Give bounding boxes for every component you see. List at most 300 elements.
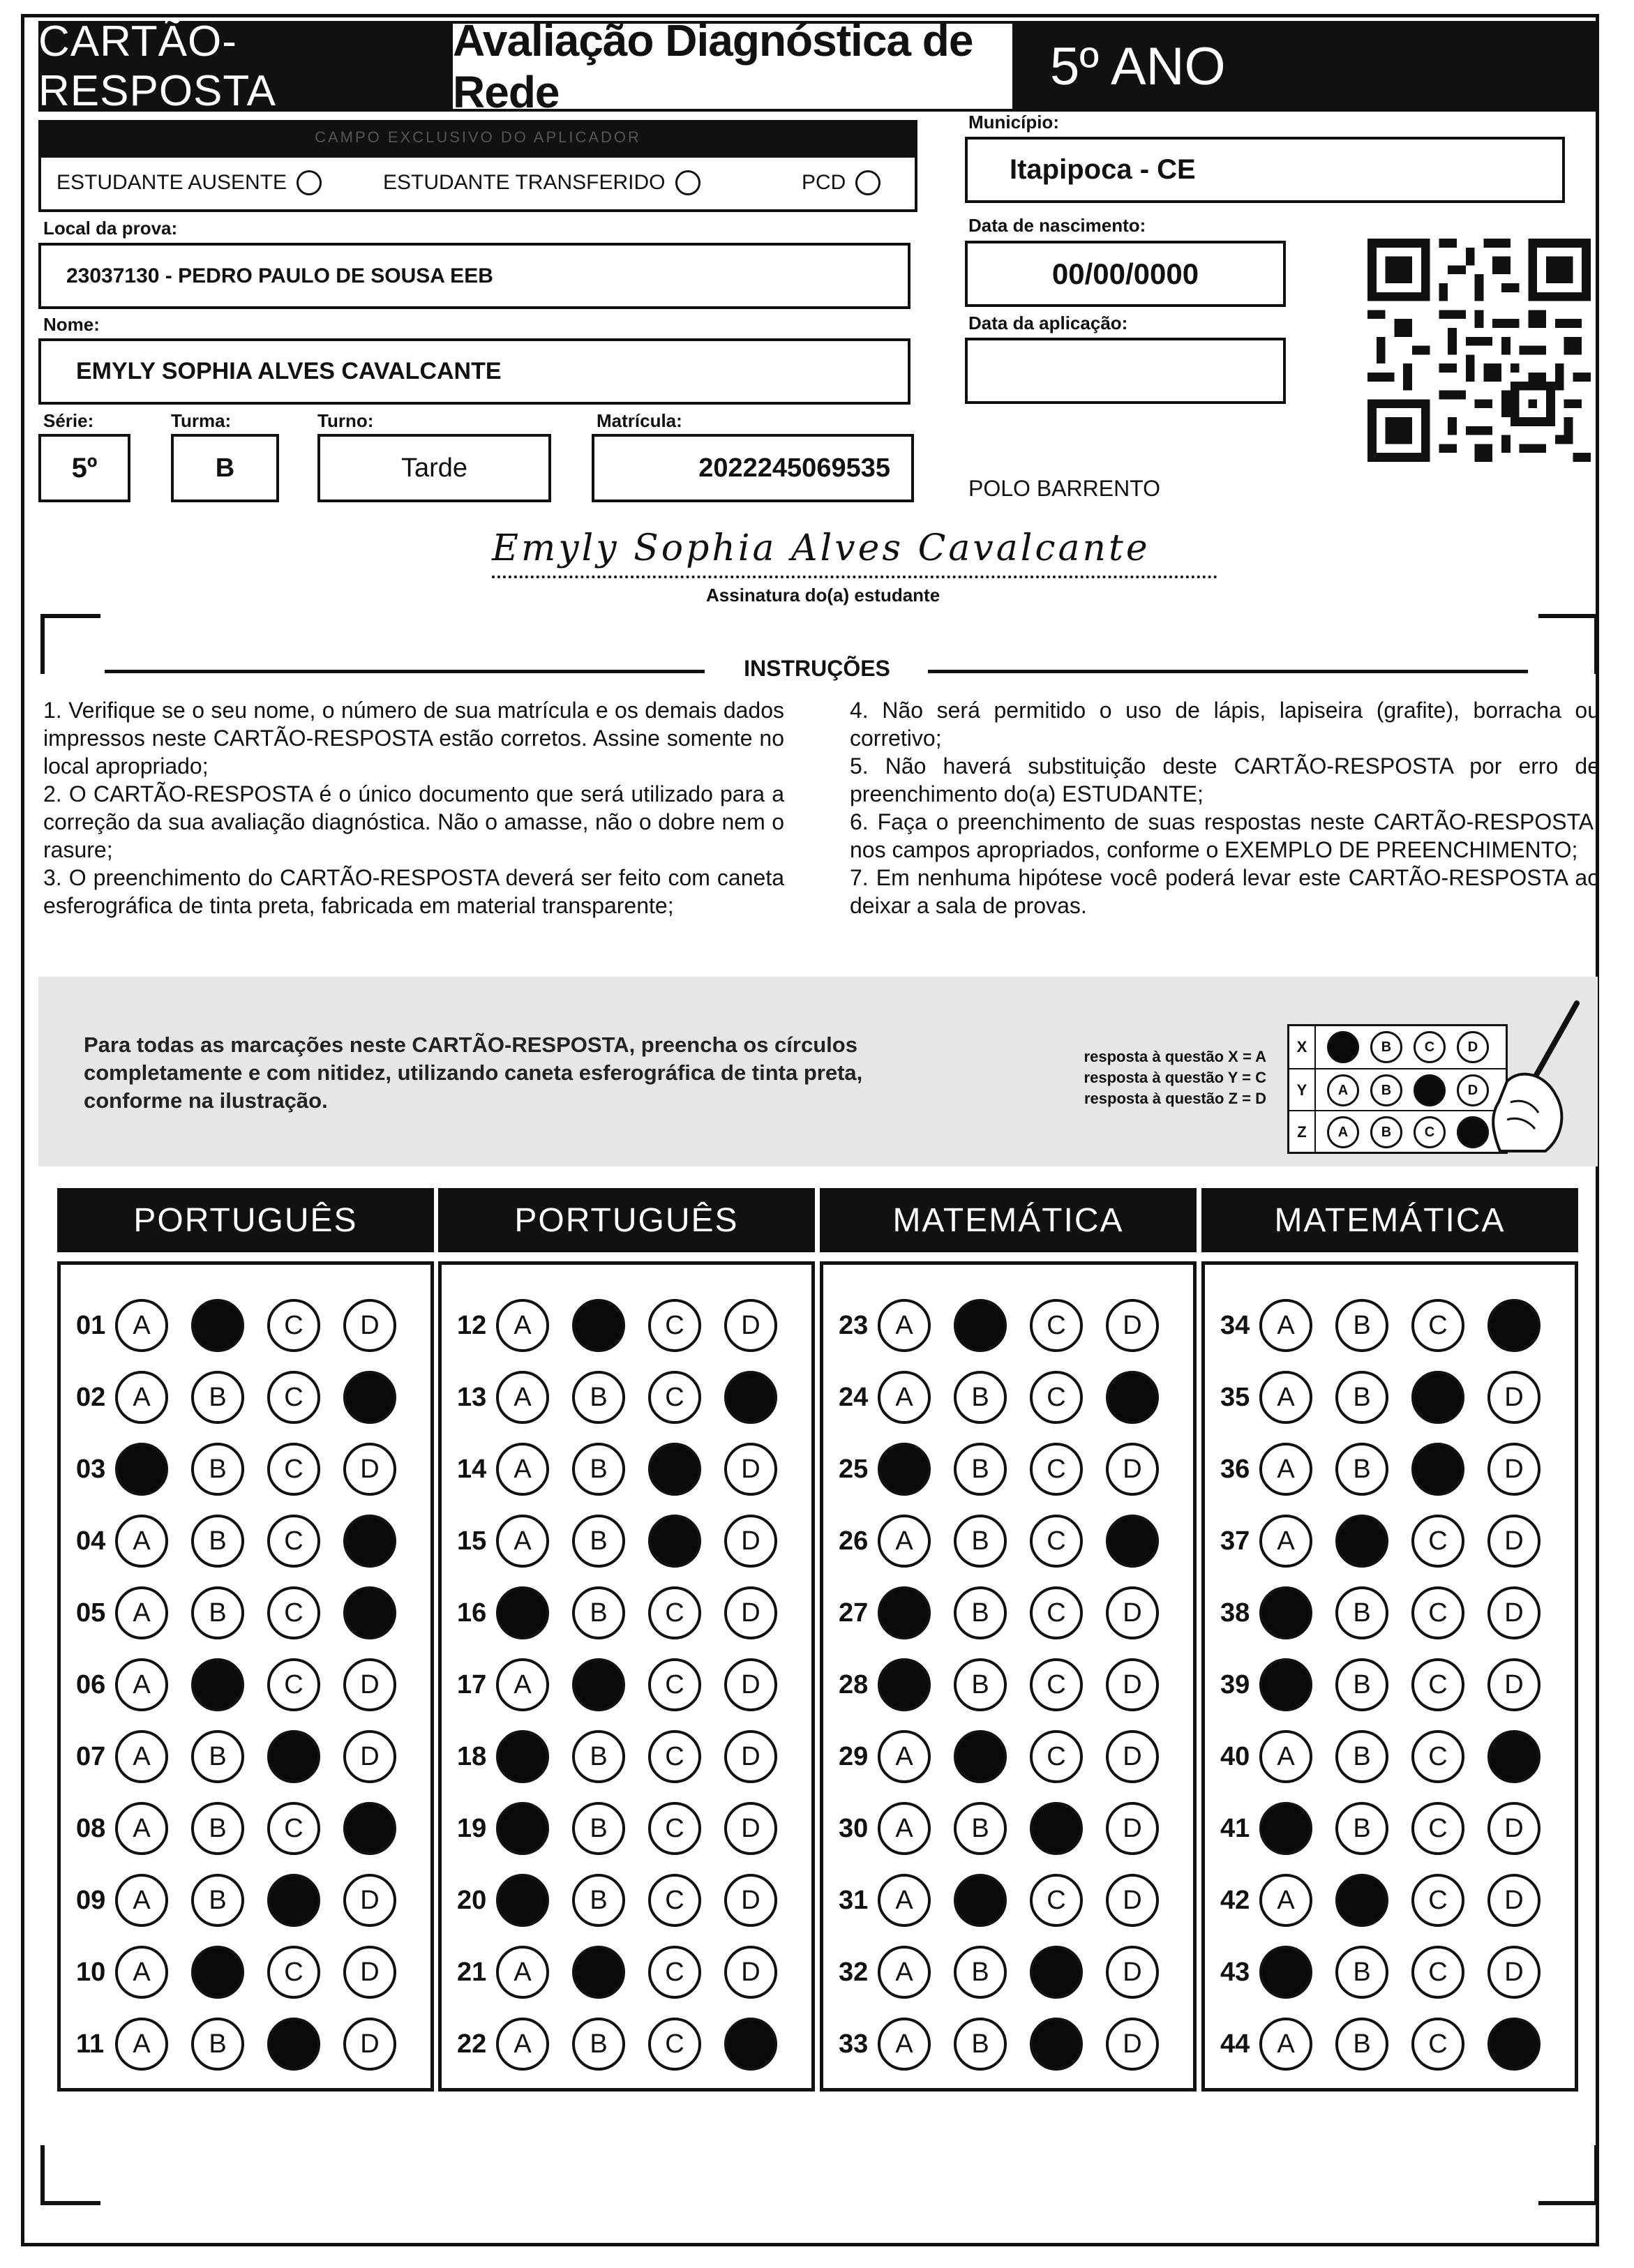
answer-bubble-b[interactable] [954, 1874, 1007, 1927]
answer-bubble-d[interactable]: D [343, 1443, 396, 1496]
answer-bubble-a[interactable]: A [115, 1515, 168, 1568]
answer-bubble-a[interactable]: A [1259, 1371, 1312, 1424]
question-number: 03 [76, 1454, 106, 1484]
answer-bubble-b[interactable] [1335, 1874, 1388, 1927]
question-row [457, 1725, 800, 1788]
answer-bubble-d[interactable]: D [1487, 1874, 1541, 1927]
instruction-item: 4. Não será permitido o uso de lápis, lapiseira (grafite), borracha ou corretivo; [850, 698, 1600, 751]
answer-bubble-d[interactable]: D [343, 1874, 396, 1927]
answer-bubble-a[interactable]: A [878, 1730, 931, 1783]
answer-bubble-b[interactable]: B [191, 1515, 244, 1568]
question-row [1220, 1510, 1564, 1572]
answer-bubble-a[interactable] [1259, 1658, 1312, 1711]
answer-bubble-b[interactable]: B [191, 1586, 244, 1639]
answer-bubble-b[interactable]: B [1335, 1586, 1388, 1639]
answer-bubble-b[interactable] [1335, 1515, 1388, 1568]
question-number: 24 [839, 1382, 869, 1412]
answer-bubble-a[interactable]: A [115, 1874, 168, 1927]
answer-bubble-c[interactable]: C [267, 1371, 320, 1424]
answer-bubble-c[interactable]: C [1411, 1586, 1464, 1639]
question-row [1220, 1294, 1564, 1357]
answer-bubble-d[interactable] [1487, 1299, 1541, 1352]
question-row [1220, 1725, 1564, 1788]
answer-bubble-d[interactable]: D [724, 1515, 777, 1568]
corner-mark-bottom-right [1538, 2145, 1598, 2205]
example-grid [1287, 1024, 1508, 1154]
answer-bubble-d[interactable]: D [724, 1802, 777, 1855]
answer-bubble-d[interactable] [1487, 1730, 1541, 1783]
answer-bubble-a[interactable]: A [878, 1371, 931, 1424]
answer-bubble-a[interactable]: A [878, 1515, 931, 1568]
section-title: PORTUGUÊS [438, 1188, 815, 1252]
local-label: Local da prova: [43, 218, 178, 239]
answer-bubble-a[interactable] [1259, 1946, 1312, 1999]
answer-bubble-c[interactable]: C [1030, 1658, 1083, 1711]
question-number: 27 [839, 1598, 869, 1628]
answer-bubble-b[interactable]: B [1335, 1299, 1388, 1352]
question-row [457, 1366, 800, 1429]
instruction-item: 6. Faça o preenchimento de suas respostas neste CARTÃO-RESPOSTA, nos campos apropriados, conforme o EXEMPLO DE PREENCHIMENTO; [850, 809, 1600, 862]
answer-bubble-a[interactable]: A [878, 1946, 931, 1999]
question-number: 08 [76, 1813, 106, 1843]
answer-bubble-a[interactable]: A [1259, 1515, 1312, 1568]
answer-bubble-a[interactable]: A [115, 1299, 168, 1352]
grade-title: 5º ANO [1015, 21, 1599, 112]
answer-bubble-b[interactable]: B [191, 1443, 244, 1496]
section-title: MATEMÁTICA [1201, 1188, 1578, 1252]
question-number: 23 [839, 1310, 869, 1340]
question-number: 17 [457, 1669, 487, 1699]
answer-bubble-b[interactable] [572, 1658, 625, 1711]
answer-bubble-a[interactable] [878, 1658, 931, 1711]
answer-bubble-d[interactable] [1487, 2018, 1541, 2071]
answer-bubble-c[interactable]: C [1411, 1730, 1464, 1783]
answer-bubble-d[interactable]: D [343, 1730, 396, 1783]
answer-bubble-d[interactable]: D [724, 1443, 777, 1496]
question-row [76, 1294, 419, 1357]
answer-bubble-a[interactable]: A [496, 1946, 549, 1999]
answer-bubble-c[interactable]: C [1030, 1586, 1083, 1639]
question-row [839, 1797, 1182, 1860]
answer-bubble-a[interactable] [496, 1874, 549, 1927]
section-title: PORTUGUÊS [57, 1188, 434, 1252]
example-row-label: X [1289, 1026, 1316, 1068]
answer-bubble-d[interactable] [343, 1515, 396, 1568]
absent-radio[interactable] [297, 170, 322, 195]
answer-bubble-c[interactable] [1030, 1946, 1083, 1999]
answer-bubble-d[interactable]: D [1487, 1946, 1541, 1999]
question-row [1220, 1941, 1564, 2004]
answer-bubble-a[interactable]: A [496, 1371, 549, 1424]
answer-bubble-c[interactable]: C [648, 2018, 701, 2071]
answer-bubble-a[interactable]: A [878, 1874, 931, 1927]
answer-bubble-b[interactable]: B [572, 1371, 625, 1424]
answer-bubble-c[interactable] [1030, 1802, 1083, 1855]
answer-bubble-b[interactable]: B [954, 1802, 1007, 1855]
hand-with-pen-icon [1479, 998, 1584, 1158]
answer-bubble-d[interactable]: D [343, 1658, 396, 1711]
answer-bubble-d[interactable]: D [724, 1874, 777, 1927]
answer-bubble-b[interactable]: B [954, 1658, 1007, 1711]
question-row [76, 1941, 419, 2004]
status-box [38, 155, 917, 212]
answer-bubble-b[interactable] [191, 1299, 244, 1352]
question-number: 14 [457, 1454, 487, 1484]
answer-bubble-d[interactable]: D [343, 1299, 396, 1352]
pcd-option[interactable] [802, 170, 880, 195]
answer-bubble-b[interactable] [954, 1299, 1007, 1352]
answer-bubble-a[interactable]: A [878, 2018, 931, 2071]
question-row [839, 1510, 1182, 1572]
turma-field: B [171, 434, 279, 502]
serie-label: Série: [43, 410, 94, 431]
answer-bubble-d[interactable] [1106, 1515, 1159, 1568]
answer-bubble-d[interactable]: D [1106, 1802, 1159, 1855]
answer-bubble-c[interactable] [1411, 1443, 1464, 1496]
section-box [57, 1261, 434, 2091]
question-number: 28 [839, 1669, 869, 1699]
transferred-radio[interactable] [675, 170, 700, 195]
question-row [839, 1294, 1182, 1357]
answer-bubble-d[interactable]: D [343, 2018, 396, 2071]
answer-bubble-c[interactable]: C [1411, 1874, 1464, 1927]
answer-bubble-b[interactable]: B [572, 2018, 625, 2071]
question-row [839, 1582, 1182, 1644]
question-row [1220, 1366, 1564, 1429]
answer-bubble-c[interactable]: C [1030, 1299, 1083, 1352]
answer-bubble-d[interactable]: D [1487, 1515, 1541, 1568]
answer-bubble-a[interactable]: A [878, 1802, 931, 1855]
question-row [457, 1582, 800, 1644]
question-number: 30 [839, 1813, 869, 1843]
question-row [1220, 1797, 1564, 1860]
instruction-item: 3. O preenchimento do CARTÃO-RESPOSTA deverá ser feito com caneta esferográfica de tinta preta, fabricada em material transparente; [43, 865, 784, 918]
aplicacao-field [965, 338, 1286, 404]
answer-bubble-c[interactable]: C [267, 1443, 320, 1496]
answer-bubble-b[interactable]: B [954, 1946, 1007, 1999]
question-number: 26 [839, 1526, 869, 1556]
absent-option[interactable] [57, 170, 322, 195]
example-bubble: C [1414, 1031, 1446, 1063]
answer-bubble-c[interactable] [648, 1515, 701, 1568]
signature-handwriting: Emyly Sophia Alves Cavalcante [492, 527, 1150, 569]
answer-bubble-c[interactable]: C [648, 1874, 701, 1927]
answer-bubble-b[interactable]: B [572, 1515, 625, 1568]
instructions-title: INSTRUÇÕES [744, 656, 890, 681]
answer-bubble-b[interactable] [572, 1946, 625, 1999]
answer-bubble-b[interactable] [572, 1299, 625, 1352]
answer-bubble-c[interactable]: C [648, 1371, 701, 1424]
example-row [1289, 1110, 1506, 1153]
question-number: 25 [839, 1454, 869, 1484]
local-field: 23037130 - PEDRO PAULO DE SOUSA EEB [38, 243, 910, 309]
example-key-line: resposta à questão Y = C [1084, 1069, 1266, 1086]
question-number: 41 [1220, 1813, 1250, 1843]
answer-bubble-d[interactable] [343, 1802, 396, 1855]
answer-bubble-b[interactable]: B [572, 1443, 625, 1496]
answer-bubble-a[interactable]: A [1259, 1299, 1312, 1352]
answer-bubble-c[interactable]: C [267, 1946, 320, 1999]
question-number: 34 [1220, 1310, 1250, 1340]
answer-bubble-b[interactable]: B [1335, 1658, 1388, 1711]
question-number: 13 [457, 1382, 487, 1412]
question-number: 01 [76, 1310, 106, 1340]
answer-bubble-c[interactable] [267, 1874, 320, 1927]
question-row [839, 1366, 1182, 1429]
answer-bubble-a[interactable]: A [1259, 1874, 1312, 1927]
question-number: 21 [457, 1957, 487, 1987]
nome-field: EMYLY SOPHIA ALVES CAVALCANTE [38, 338, 910, 405]
question-number: 07 [76, 1741, 106, 1771]
answer-bubble-b[interactable]: B [1335, 1730, 1388, 1783]
instructions-right [850, 696, 1600, 919]
answer-bubble-a[interactable]: A [115, 1371, 168, 1424]
matricula-field: 2022245069535 [592, 434, 914, 502]
applicator-bar: CAMPO EXCLUSIVO DO APLICADOR [38, 120, 917, 155]
answer-bubble-c[interactable] [267, 1730, 320, 1783]
answer-bubble-b[interactable]: B [1335, 1371, 1388, 1424]
turno-label: Turno: [317, 410, 374, 431]
exam-title: Avaliação Diagnóstica de Rede [450, 21, 1015, 112]
answer-bubble-d[interactable]: D [1106, 1730, 1159, 1783]
answer-bubble-d[interactable] [343, 1371, 396, 1424]
answer-bubble-c[interactable] [1411, 1371, 1464, 1424]
instruction-item: 5. Não haverá substituição deste CARTÃO-RESPOSTA por erro de preenchimento do(a) ESTUDANTE; [850, 753, 1600, 806]
answer-bubble-c[interactable]: C [1030, 1371, 1083, 1424]
answer-bubble-d[interactable]: D [1487, 1802, 1541, 1855]
answer-bubble-a[interactable] [496, 1586, 549, 1639]
answer-bubble-b[interactable]: B [191, 1802, 244, 1855]
answer-bubble-a[interactable] [878, 1443, 931, 1496]
answer-bubble-a[interactable]: A [115, 1946, 168, 1999]
answer-bubble-d[interactable]: D [1106, 1946, 1159, 1999]
answer-bubble-a[interactable]: A [115, 1586, 168, 1639]
answer-bubble-c[interactable]: C [267, 1515, 320, 1568]
answer-bubble-d[interactable]: D [1106, 1586, 1159, 1639]
answer-bubble-d[interactable]: D [724, 1946, 777, 1999]
example-row [1289, 1068, 1506, 1111]
instructions-left [43, 696, 784, 919]
answer-bubble-c[interactable]: C [1030, 1515, 1083, 1568]
answer-bubble-b[interactable]: B [572, 1730, 625, 1783]
question-row [1220, 1582, 1564, 1644]
example-bubble: B [1370, 1116, 1402, 1148]
answer-bubble-a[interactable]: A [115, 1658, 168, 1711]
answer-bubble-c[interactable]: C [267, 1658, 320, 1711]
answer-bubble-b[interactable]: B [1335, 1443, 1388, 1496]
question-row [76, 1366, 419, 1429]
question-row [839, 1941, 1182, 2004]
question-number: 40 [1220, 1741, 1250, 1771]
answer-bubble-b[interactable]: B [191, 1874, 244, 1927]
answer-bubble-d[interactable] [1106, 1371, 1159, 1424]
question-number: 06 [76, 1669, 106, 1699]
example-row-label: Z [1289, 1111, 1316, 1153]
question-row [457, 1941, 800, 2004]
answer-bubble-b[interactable]: B [954, 1371, 1007, 1424]
answer-bubble-a[interactable] [115, 1443, 168, 1496]
answer-bubble-d[interactable]: D [1106, 2018, 1159, 2071]
question-number: 31 [839, 1885, 869, 1915]
answer-bubble-c[interactable]: C [648, 1802, 701, 1855]
answer-bubble-a[interactable] [496, 1802, 549, 1855]
answer-bubble-c[interactable]: C [1030, 1874, 1083, 1927]
question-number: 02 [76, 1382, 106, 1412]
answer-bubble-d[interactable]: D [1487, 1586, 1541, 1639]
answer-bubble-c[interactable]: C [267, 1299, 320, 1352]
answer-bubble-c[interactable]: C [1411, 2018, 1464, 2071]
question-row [76, 1582, 419, 1644]
answer-bubble-b[interactable] [191, 1946, 244, 1999]
example-bubble: B [1370, 1031, 1402, 1063]
answer-bubble-b[interactable]: B [954, 1586, 1007, 1639]
answer-bubble-b[interactable]: B [1335, 1946, 1388, 1999]
instruction-item: 2. O CARTÃO-RESPOSTA é o único documento que será utilizado para a correção da sua avaliação diagnóstica. Não o amasse, não o dobre nem o rasure; [43, 781, 784, 862]
answer-bubble-a[interactable]: A [115, 2018, 168, 2071]
answer-bubble-a[interactable] [1259, 1586, 1312, 1639]
answer-bubble-a[interactable] [496, 1730, 549, 1783]
answer-bubble-d[interactable]: D [724, 1658, 777, 1711]
question-row [76, 1438, 419, 1501]
answer-bubble-d[interactable] [724, 2018, 777, 2071]
answer-bubble-b[interactable]: B [954, 2018, 1007, 2071]
section-title: MATEMÁTICA [820, 1188, 1197, 1252]
answer-bubble-b[interactable]: B [954, 1515, 1007, 1568]
question-number: 16 [457, 1598, 487, 1628]
answer-bubble-b[interactable] [954, 1730, 1007, 1783]
corner-mark-bottom-left [40, 2145, 100, 2205]
answer-bubble-a[interactable]: A [496, 1299, 549, 1352]
municipio-field: Itapipoca - CE [965, 137, 1565, 203]
answer-bubble-d[interactable]: D [724, 1730, 777, 1783]
question-row [76, 1869, 419, 1932]
answer-bubble-c[interactable]: C [267, 1802, 320, 1855]
answer-bubble-c[interactable]: C [1411, 1946, 1464, 1999]
answer-bubble-d[interactable]: D [1106, 1299, 1159, 1352]
question-number: 35 [1220, 1382, 1250, 1412]
pcd-radio[interactable] [855, 170, 880, 195]
instruction-item: 7. Em nenhuma hipótese você poderá levar este CARTÃO-RESPOSTA ao deixar a sala de provas. [850, 865, 1600, 918]
answer-bubble-c[interactable] [1030, 2018, 1083, 2071]
municipio-label: Município: [968, 112, 1059, 133]
nome-label: Nome: [43, 314, 100, 335]
answer-bubble-a[interactable]: A [496, 2018, 549, 2071]
answer-bubble-c[interactable]: C [1411, 1515, 1464, 1568]
answer-bubble-b[interactable]: B [572, 1874, 625, 1927]
transferred-option[interactable] [383, 170, 700, 195]
answer-bubble-a[interactable]: A [1259, 1443, 1312, 1496]
answer-bubble-a[interactable]: A [1259, 1730, 1312, 1783]
answer-bubble-b[interactable]: B [191, 1730, 244, 1783]
answer-bubble-c[interactable]: C [648, 1730, 701, 1783]
answer-bubble-a[interactable]: A [878, 1299, 931, 1352]
question-row [457, 1438, 800, 1501]
example-key [1029, 1046, 1266, 1109]
answer-bubble-d[interactable]: D [724, 1586, 777, 1639]
section-box [438, 1261, 815, 2091]
example-bubble: D [1457, 1074, 1489, 1106]
answer-bubble-b[interactable] [191, 1658, 244, 1711]
question-row [839, 2013, 1182, 2075]
example-bubble [1414, 1074, 1446, 1106]
answer-bubble-c[interactable]: C [648, 1946, 701, 1999]
answer-bubble-c[interactable]: C [267, 1586, 320, 1639]
question-number: 43 [1220, 1957, 1250, 1987]
question-number: 04 [76, 1526, 106, 1556]
answer-bubble-d[interactable] [343, 1586, 396, 1639]
signature-line [492, 576, 1217, 578]
example-bubble: D [1457, 1031, 1489, 1063]
answer-bubble-d[interactable]: D [1106, 1443, 1159, 1496]
answer-bubble-a[interactable] [1259, 1802, 1312, 1855]
question-number: 05 [76, 1598, 106, 1628]
answer-bubble-b[interactable]: B [1335, 1802, 1388, 1855]
answer-bubble-a[interactable]: A [1259, 2018, 1312, 2071]
question-number: 22 [457, 2029, 487, 2059]
answer-bubble-c[interactable]: C [1411, 1658, 1464, 1711]
transferred-label: ESTUDANTE TRANSFERIDO [383, 171, 666, 194]
question-number: 15 [457, 1526, 487, 1556]
answer-bubble-c[interactable]: C [648, 1586, 701, 1639]
answer-bubble-b[interactable]: B [572, 1802, 625, 1855]
answer-bubble-d[interactable]: D [1487, 1658, 1541, 1711]
answer-bubble-a[interactable]: A [496, 1658, 549, 1711]
question-row [457, 1510, 800, 1572]
answer-bubble-c[interactable] [648, 1443, 701, 1496]
section-box [820, 1261, 1197, 2091]
question-number: 09 [76, 1885, 106, 1915]
answer-bubble-d[interactable]: D [1487, 1371, 1541, 1424]
answer-bubble-d[interactable]: D [1106, 1874, 1159, 1927]
answer-bubble-c[interactable]: C [1030, 1443, 1083, 1496]
answer-bubble-d[interactable] [724, 1371, 777, 1424]
answer-bubble-a[interactable]: A [115, 1802, 168, 1855]
answer-bubble-b[interactable]: B [954, 1443, 1007, 1496]
example-bubble: A [1327, 1074, 1359, 1106]
turma-label: Turma: [171, 410, 232, 431]
answer-bubble-b[interactable]: B [572, 1586, 625, 1639]
answer-bubble-d[interactable]: D [724, 1299, 777, 1352]
question-number: 36 [1220, 1454, 1250, 1484]
answer-bubble-c[interactable]: C [1411, 1802, 1464, 1855]
answer-bubble-c[interactable]: C [1411, 1299, 1464, 1352]
question-row [1220, 1438, 1564, 1501]
question-number: 32 [839, 1957, 869, 1987]
answer-bubble-b[interactable]: B [1335, 2018, 1388, 2071]
answer-bubble-c[interactable]: C [648, 1299, 701, 1352]
answer-bubble-b[interactable]: B [191, 1371, 244, 1424]
answer-bubble-d[interactable]: D [1487, 1443, 1541, 1496]
question-row [839, 1653, 1182, 1716]
answer-bubble-c[interactable]: C [648, 1658, 701, 1711]
question-row [839, 1725, 1182, 1788]
answer-bubble-c[interactable] [267, 2018, 320, 2071]
answer-bubble-a[interactable]: A [496, 1443, 549, 1496]
question-row [457, 1653, 800, 1716]
question-number: 33 [839, 2029, 869, 2059]
question-row [76, 1797, 419, 1860]
answer-bubble-d[interactable]: D [1106, 1658, 1159, 1711]
card-title: CARTÃO-RESPOSTA [38, 21, 450, 112]
signature-caption: Assinatura do(a) estudante [706, 585, 940, 606]
answer-bubble-a[interactable] [878, 1586, 931, 1639]
question-row [839, 1869, 1182, 1932]
answer-bubble-d[interactable]: D [343, 1946, 396, 1999]
answer-bubble-a[interactable]: A [496, 1515, 549, 1568]
answer-bubble-c[interactable]: C [1030, 1730, 1083, 1783]
answer-bubble-a[interactable]: A [115, 1730, 168, 1783]
answer-bubble-b[interactable]: B [191, 2018, 244, 2071]
